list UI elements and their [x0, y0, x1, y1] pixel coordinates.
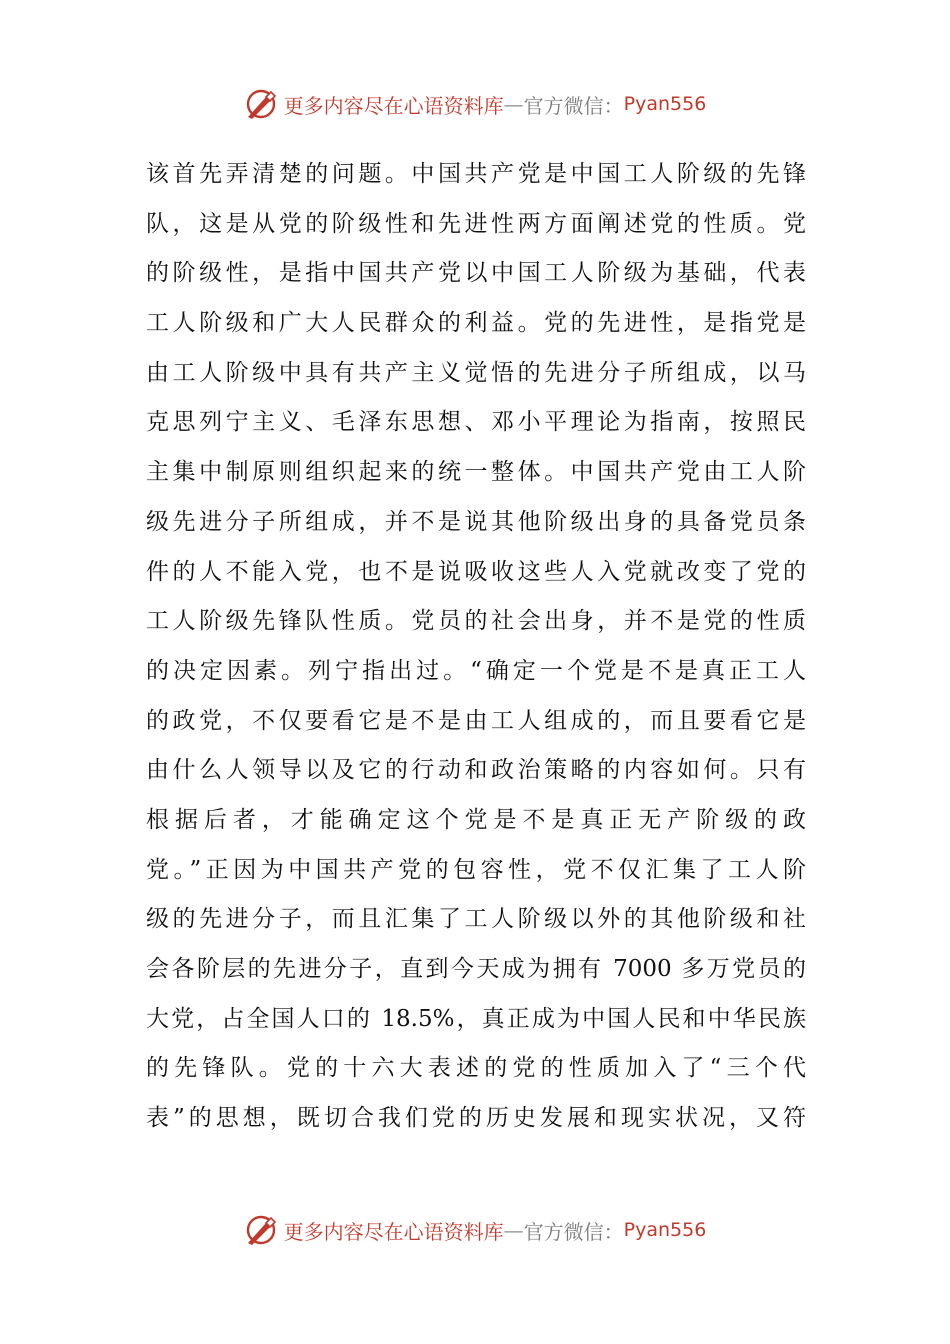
body-line: 的政党，不仅要看它是不是由工人组成的，而且要看它是 [146, 707, 806, 734]
footer-watermark-banner [0, 1210, 950, 1250]
pen-logo-icon [244, 1213, 278, 1247]
body-line: 由什么人领导以及它的行动和政治策略的内容如何。只有 [146, 757, 806, 784]
banner-site-name: 更多内容尽在心语资料库 [283, 93, 504, 118]
banner-wechat-label: 官方微信： [523, 93, 624, 118]
header-watermark-banner [0, 84, 950, 124]
banner-wechat-label: 官方微信： [523, 1219, 624, 1244]
body-line: 级先进分子所组成，并不是说其他阶级出身的具备党员条 [146, 508, 806, 535]
body-line: 队，这是从党的阶级性和先进性两方面阐述党的性质。党 [146, 210, 806, 237]
banner-dash: — [503, 1218, 524, 1242]
body-line: 党。”正因为中国共产党的包容性，党不仅汇集了工人阶 [146, 856, 806, 883]
body-line: 主集中制原则组织起来的统一整体。中国共产党由工人阶 [146, 459, 806, 486]
body-line: 由工人阶级中具有共产主义觉悟的先进分子所组成，以马 [146, 359, 806, 386]
banner-dash: — [503, 92, 524, 116]
body-line: 会各阶层的先进分子，直到今天成为拥有 7000 多万党员的 [146, 956, 806, 982]
body-line: 克思列宁主义、毛泽东思想、邓小平理论为指南，按照民 [146, 409, 806, 436]
body-line: 大党，占全国人口的 18.5%，真正成为中国人民和中华民族 [146, 1005, 806, 1032]
body-line: 根据后者，才能确定这个党是不是真正无产阶级的政 [146, 806, 806, 833]
banner-wechat-id: Pyan556 [623, 1219, 707, 1241]
body-line: 该首先弄清楚的问题。中国共产党是中国工人阶级的先锋 [146, 161, 806, 187]
document-body [146, 150, 806, 1144]
banner-site-name: 更多内容尽在心语资料库 [283, 1219, 504, 1244]
pen-logo-icon [244, 87, 278, 121]
body-line: 级的先进分子，而且汇集了工人阶级以外的其他阶级和社 [146, 906, 806, 933]
body-line: 的先锋队。党的十六大表述的党的性质加入了“三个代 [146, 1055, 806, 1082]
body-line: 件的人不能入党，也不是说吸收这些人入党就改变了党的 [146, 558, 806, 585]
body-line: 工人阶级先锋队性质。党员的社会出身，并不是党的性质 [146, 608, 806, 635]
body-line: 表”的思想，既切合我们党的历史发展和现实状况，又符 [146, 1105, 806, 1132]
banner-wechat-id: Pyan556 [623, 93, 707, 115]
body-line: 工人阶级和广大人民群众的利益。党的先进性，是指党是 [146, 310, 806, 337]
body-line: 的阶级性，是指中国共产党以中国工人阶级为基础，代表 [146, 260, 806, 287]
body-line: 的决定因素。列宁指出过。“确定一个党是不是真正工人 [146, 657, 806, 684]
